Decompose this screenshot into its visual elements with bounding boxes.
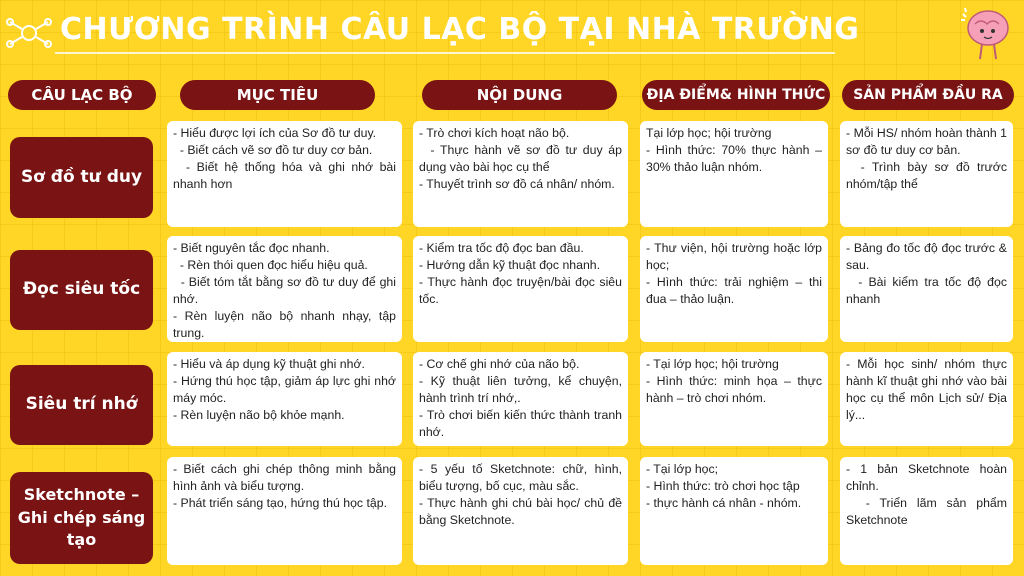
header-place: ĐỊA ĐIỂM& HÌNH THỨC bbox=[642, 80, 830, 110]
row1-content bbox=[413, 121, 628, 227]
text-line: - Biết cách ghi chép thông minh bằng hình ảnh và biểu tượng. bbox=[173, 462, 400, 493]
text-line: - Hình thức: trải nghiệm – thi đua – thảo luận. bbox=[646, 275, 826, 306]
text-line: - Kiểm tra tốc độ đọc ban đầu. bbox=[419, 241, 584, 255]
row3-place bbox=[640, 352, 828, 446]
header-club: CÂU LẠC BỘ bbox=[8, 80, 156, 110]
text-line: - Rèn luyện não bộ khỏe mạnh. bbox=[173, 408, 345, 422]
text-line: - 1 bản Sketchnote hoàn chỉnh. bbox=[846, 462, 1011, 493]
text-line: - Trò chơi kích hoạt não bộ. bbox=[419, 126, 570, 140]
text-line: - Thư viện, hội trường hoặc lớp học; bbox=[646, 241, 826, 272]
club-sketchnote: Sketchnote – Ghi chép sáng tạo bbox=[10, 472, 153, 564]
club-super-memory: Siêu trí nhớ bbox=[10, 365, 153, 445]
row2-output bbox=[840, 236, 1013, 342]
header-content: NỘI DUNG bbox=[422, 80, 617, 110]
text-line: - Biết tóm tắt bằng sơ đồ tư duy để ghi nhớ. bbox=[173, 275, 400, 306]
row1-output bbox=[840, 121, 1013, 227]
title-underline bbox=[55, 52, 835, 54]
text-line: - Kỹ thuật liên tưởng, kể chuyện, hành trình trí nhớ,. bbox=[419, 374, 626, 405]
text-line: - Thực hành vẽ sơ đồ tư duy áp dụng vào bài học cụ thể bbox=[419, 143, 626, 174]
brain-mascot-icon bbox=[955, 4, 1017, 66]
text-line: - Rèn luyện não bộ nhanh nhạy, tập trung. bbox=[173, 309, 400, 340]
text-line: - Triển lãm sản phẩm Sketchnote bbox=[846, 496, 1011, 527]
header-goal: MỤC TIÊU bbox=[180, 80, 375, 110]
text-line: - Bảng đo tốc độ đọc trước & sau. bbox=[846, 241, 1011, 272]
club-speed-reading: Đọc siêu tốc bbox=[10, 250, 153, 330]
text-line: - Mỗi học sinh/ nhóm thực hành kĩ thuật ghi nhớ vào bài học cụ thể môn Lịch sử/ Địa lý... bbox=[846, 357, 1011, 422]
text-line: - Biết nguyên tắc đọc nhanh. bbox=[173, 241, 330, 255]
text-line: - 5 yếu tố Sketchnote: chữ, hình, biểu tượng, bố cục, màu sắc. bbox=[419, 462, 626, 493]
text-line: - Mỗi HS/ nhóm hoàn thành 1 sơ đồ tư duy cơ bản. bbox=[846, 126, 1011, 157]
row3-output bbox=[840, 352, 1013, 446]
header-output: SẢN PHẨM ĐẦU RA bbox=[842, 80, 1014, 110]
text-line: - Hình thức: 70% thực hành – 30% thảo luận nhóm. bbox=[646, 143, 826, 174]
row2-content bbox=[413, 236, 628, 342]
text-line: - Biết cách vẽ sơ đồ tư duy cơ bản. bbox=[173, 143, 373, 157]
text-line: - Bài kiểm tra tốc độ đọc nhanh bbox=[846, 275, 1011, 306]
text-line: - Hướng dẫn kỹ thuật đọc nhanh. bbox=[419, 258, 601, 272]
brain-logo-icon bbox=[6, 16, 52, 50]
text-line: - Hiểu và áp dụng kỹ thuật ghi nhớ. bbox=[173, 357, 365, 371]
page-title: CHƯƠNG TRÌNH CÂU LẠC BỘ TẠI NHÀ TRƯỜNG bbox=[60, 12, 860, 47]
text-line: - Hiểu được lợi ích của Sơ đồ tư duy. bbox=[173, 126, 377, 140]
text-line: - Tại lớp học; bbox=[646, 462, 719, 476]
text-line: - Tại lớp học; hội trường bbox=[646, 357, 779, 371]
text-line: - Biết hệ thống hóa và ghi nhớ bài nhanh hơn bbox=[173, 160, 400, 191]
text-line: Tại lớp học; hội trường bbox=[646, 126, 772, 140]
text-line: - Cơ chế ghi nhớ của não bộ. bbox=[419, 357, 580, 371]
text-line: - Trò chơi biến kiến thức thành tranh nhớ. bbox=[419, 408, 626, 439]
row4-content bbox=[413, 457, 628, 565]
row1-place bbox=[640, 121, 828, 227]
row4-place bbox=[640, 457, 828, 565]
text-line: - Trình bày sơ đồ trước nhóm/tập thể bbox=[846, 160, 1011, 191]
text-line: - Thuyết trình sơ đồ cá nhân/ nhóm. bbox=[419, 177, 615, 191]
row3-content bbox=[413, 352, 628, 446]
row4-goal bbox=[167, 457, 402, 565]
text-line: - Rèn thói quen đọc hiểu hiệu quả. bbox=[173, 258, 368, 272]
club-mind-map: Sơ đồ tư duy bbox=[10, 137, 153, 218]
row2-place bbox=[640, 236, 828, 342]
text-line: - Thực hành đọc truyện/bài đọc siêu tốc. bbox=[419, 275, 626, 306]
row2-goal bbox=[167, 236, 402, 342]
text-line: - Phát triển sáng tạo, hứng thú học tập. bbox=[173, 496, 388, 510]
text-line: - Thực hành ghi chú bài học/ chủ đề bằng Sketchnote. bbox=[419, 496, 626, 527]
row4-output bbox=[840, 457, 1013, 565]
text-line: - Hứng thú học tập, giảm áp lực ghi nhớ máy móc. bbox=[173, 374, 400, 405]
text-line: - Hình thức: trò chơi học tập bbox=[646, 479, 800, 493]
text-line: - thực hành cá nhân - nhóm. bbox=[646, 496, 802, 510]
text-line: - Hình thức: minh họa – thực hành – trò chơi nhóm. bbox=[646, 374, 826, 405]
row3-goal bbox=[167, 352, 402, 446]
row1-goal bbox=[167, 121, 402, 227]
